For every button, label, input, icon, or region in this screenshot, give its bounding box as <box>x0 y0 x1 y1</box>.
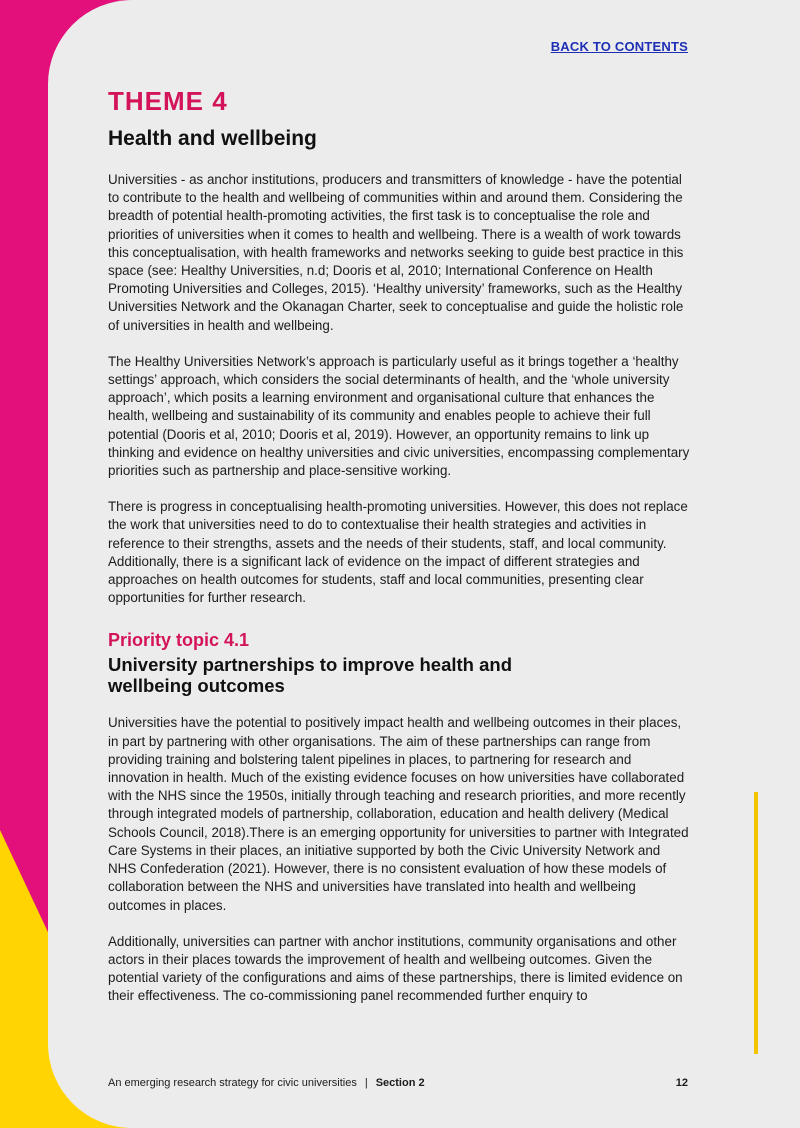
paragraph: Additionally, universities can partner with anchor institutions, community organisations and other actors in their places towards the improvement of health and wellbeing outcomes. Given the potential variety of the configurations and aims of these partnerships, there is limited evidence on their effectiveness. The co-commissioning panel recommended further enquiry to <box>108 933 683 1004</box>
footer-section: Section 2 <box>375 1077 425 1089</box>
paragraph: Universities have the potential to positively impact health and wellbeing outcomes in their places, in part by partnering with other organisations. The aim of these partnerships can range from providing training and bolstering talent pipelines in places, to partnering for research and innovation in health. Much of the existing evidence focuses on how universities have collaborated with the NHS since the 1950s, initially through teaching and research priorities, and more recently through integrated models of partnership, collaboration, education and health delivery (Medical Schools Council, 2018).There is an emerging opportunity for universities to partner with Integrated Care Systems in their places, an initiative supported by both the Civic University Network and NHS Confederation (2021). However, there is no consistent evaluation of how these models of collaboration between the NHS and universities have translated into health and wellbeing outcomes in places. <box>108 715 689 913</box>
main-content <box>108 171 690 1024</box>
page-title: Health and wellbeing <box>108 127 317 150</box>
side-accent-bar <box>754 792 758 1054</box>
paragraph: The Healthy Universities Network’s approach is particularly useful as it brings together a ‘healthy settings’ approach, which considers the social determinants of health, and the ‘whole university approach’, which posits a learning environment and organisational culture that enhances the health, wellbeing and sustainability of its community and enables people to achieve their full potential (Dooris et al, 2010; Dooris et al, 2019). However, an opportunity remains to link up thinking and evidence on healthy universities and civic universities, encompassing complementary priorities such as partnership and place-sensitive working. <box>108 353 690 479</box>
back-to-contents-link[interactable]: BACK TO CONTENTS <box>550 39 688 54</box>
page-number: 12 <box>675 1077 688 1089</box>
paragraph: There is progress in conceptualising health-promoting universities. However, this does not replace the work that universities need to do to contextualise their health strategies and activities in reference to their strengths, assets and the needs of their students, staff, and local community. Additionally, there is a significant lack of evidence on the impact of different strategies and approaches on health outcomes for students, staff and local communities, presenting clear opportunities for further research. <box>108 499 688 606</box>
priority-topic-label: Priority topic 4.1 <box>108 630 250 651</box>
footer-separator: | <box>364 1077 368 1089</box>
theme-label: THEME 4 <box>108 86 228 116</box>
footer <box>108 1077 688 1089</box>
priority-topic-title: University partnerships to improve health and wellbeing outcomes <box>108 654 513 697</box>
footer-publication: An emerging research strategy for civic universities <box>108 1077 357 1089</box>
paragraph: Universities - as anchor institutions, producers and transmitters of knowledge - have the potential to contribute to the health and wellbeing of communities within and around them. Considering the breadth of potential health-promoting activities, the first task is to conceptualise the role and priorities of universities when it comes to health and wellbeing. There is a wealth of work towards this conceptualisation, with health frameworks and networks seeking to guide best practice in this space (see: Healthy Universities, n.d; Dooris et al, 2010; International Conference on Health Promoting Universities and Colleges, 2015). ‘Healthy university’ frameworks, such as the Healthy Universities Network and the Okanagan Charter, seek to conceptualise and guide the holistic role of universities in health and wellbeing. <box>108 172 684 333</box>
